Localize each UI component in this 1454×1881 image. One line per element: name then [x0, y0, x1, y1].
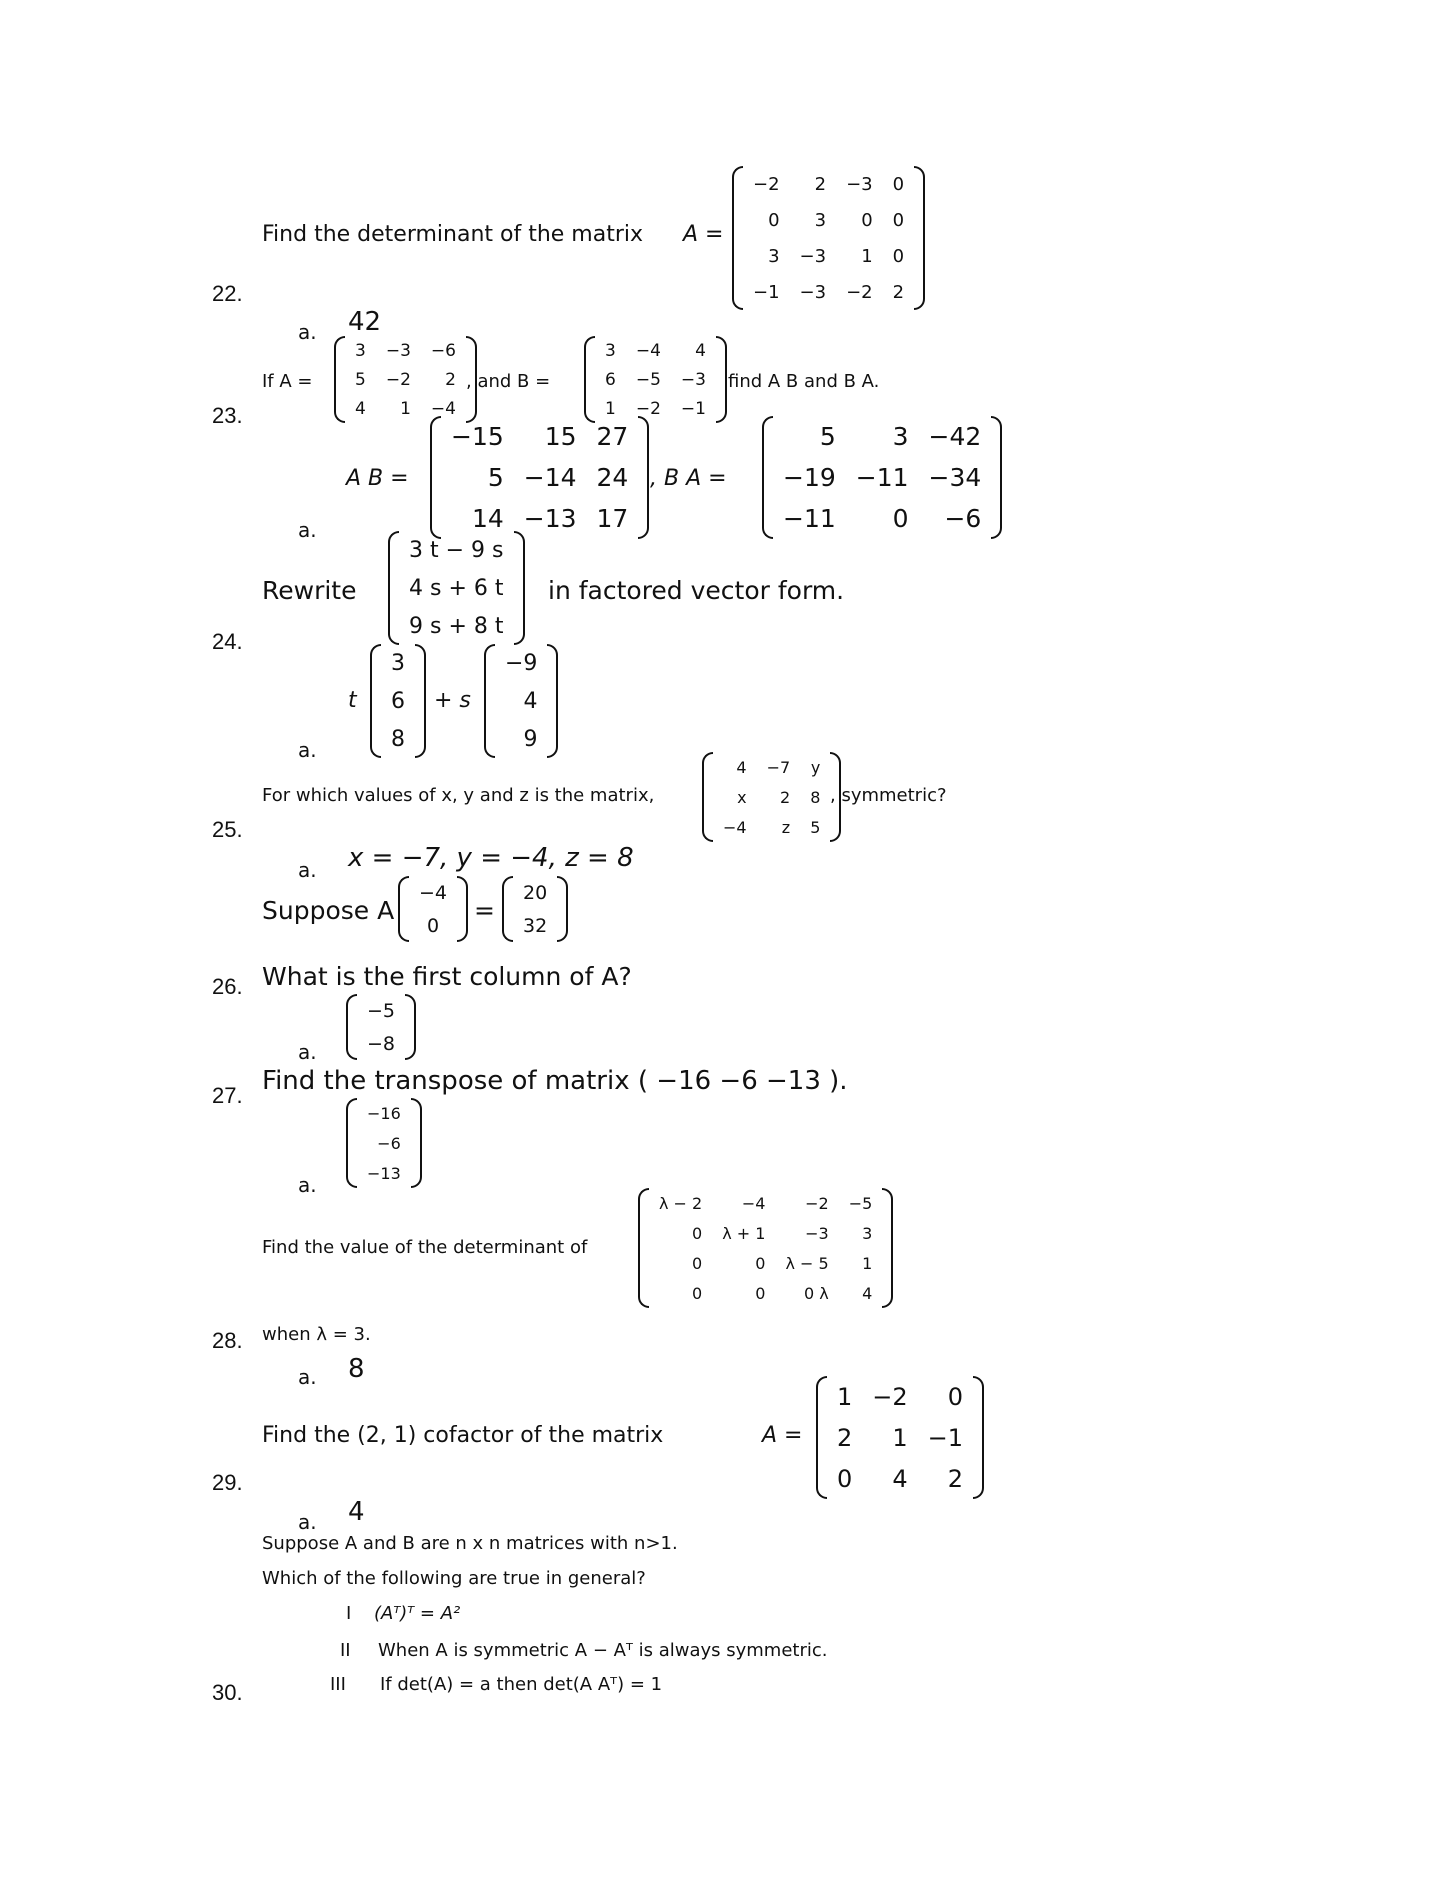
- matrix-cell: 2: [445, 369, 456, 390]
- q26-question: What is the first column of A?: [262, 962, 632, 991]
- q24-t-var: t: [348, 688, 357, 713]
- q24-tail: in factored vector form.: [548, 576, 845, 605]
- matrix-cell: 0: [692, 1253, 703, 1273]
- matrix-cell: 5: [355, 369, 366, 390]
- matrix-cell: −9: [505, 650, 538, 676]
- q28-when: when λ = 3.: [262, 1324, 371, 1345]
- q26-equals: =: [474, 896, 495, 925]
- matrix-cell: −4: [723, 817, 747, 837]
- matrix-cell: 6: [605, 369, 616, 390]
- matrix-cell: 3: [892, 422, 909, 451]
- matrix-cell: −6: [944, 504, 982, 533]
- q25-tail: , symmetric?: [830, 785, 947, 806]
- matrix-row: [495, 682, 547, 720]
- matrix-cell: −34: [928, 463, 982, 492]
- q24-t-vector: [370, 644, 426, 758]
- q23-ba-matrix: [762, 416, 1002, 539]
- matrix-cell: −1: [680, 398, 706, 419]
- matrix-cell: −7: [766, 757, 791, 777]
- matrix-row: [409, 876, 457, 909]
- matrix-cell: −4: [635, 340, 661, 361]
- q23-tail: find A B and B A.: [728, 371, 880, 392]
- matrix-cell: −8: [367, 1032, 396, 1055]
- q24-answer-label: a.: [298, 738, 317, 762]
- matrix-cell: −2: [846, 281, 873, 303]
- matrix-cell: −4: [741, 1193, 766, 1213]
- matrix-cell: −13: [367, 1163, 401, 1183]
- q22-answer: 42: [348, 307, 382, 337]
- matrix-cell: 32: [523, 914, 548, 937]
- q22-answer-label: a.: [298, 320, 317, 344]
- matrix-cell: 5: [819, 422, 836, 451]
- matrix-cell: x: [737, 787, 747, 807]
- matrix-cell: −4: [419, 881, 448, 904]
- matrix-cell: −14: [523, 463, 577, 492]
- matrix-cell: 8: [810, 787, 821, 807]
- matrix-cell: 5: [487, 463, 504, 492]
- matrix-cell: −15: [451, 422, 504, 451]
- matrix-row: [357, 994, 405, 1027]
- matrix-cell: 0: [692, 1283, 703, 1303]
- q23-ba-label: , B A =: [650, 466, 727, 491]
- matrix-cell: λ − 5: [785, 1253, 829, 1273]
- q23-if-a: If A =: [262, 371, 313, 392]
- matrix-cell: −11: [855, 463, 909, 492]
- matrix-cell: −4: [430, 398, 456, 419]
- q26-number: 26.: [212, 974, 243, 999]
- matrix-cell: 4: [523, 688, 538, 714]
- q23-number: 23.: [212, 403, 243, 428]
- q26-suppose: Suppose A: [262, 896, 395, 925]
- q24-rewrite: Rewrite: [262, 576, 357, 605]
- matrix-cell: −19: [783, 463, 836, 492]
- matrix-row: [649, 1188, 882, 1218]
- q25-answer: x = −7, y = −4, z = 8: [348, 843, 634, 873]
- matrix-row: [381, 644, 415, 682]
- matrix-cell: 4: [695, 340, 706, 361]
- matrix-cell: 0: [837, 1464, 853, 1493]
- matrix-cell: 2: [780, 787, 791, 807]
- q30-line2: Which of the following are true in general?: [262, 1568, 646, 1589]
- matrix-cell: −16: [367, 1103, 401, 1123]
- matrix-row: [345, 365, 466, 394]
- q26-vector-out: [502, 876, 568, 942]
- matrix-cell: 6: [391, 688, 405, 714]
- matrix-cell: 0: [755, 1253, 766, 1273]
- matrix-cell: 0 λ: [803, 1283, 829, 1303]
- matrix-row: [357, 1098, 411, 1128]
- q25-matrix: [702, 752, 841, 842]
- matrix-cell: 1: [605, 398, 616, 419]
- q28-number: 28.: [212, 1328, 243, 1353]
- matrix-row: [827, 1458, 973, 1499]
- matrix-cell: −2: [635, 398, 661, 419]
- q30-i-text: (Aᵀ)ᵀ = A²: [374, 1603, 461, 1624]
- q22-number: 22.: [212, 281, 243, 306]
- matrix-cell: 2: [814, 173, 827, 195]
- matrix-cell: λ − 2: [659, 1193, 703, 1213]
- matrix-cell: 3: [605, 340, 616, 361]
- matrix-cell: 3: [862, 1223, 873, 1243]
- matrix-row: [649, 1278, 882, 1308]
- matrix-row: [381, 682, 415, 720]
- matrix-row: [399, 569, 514, 607]
- matrix-cell: 4: [736, 757, 747, 777]
- matrix-cell: 0: [947, 1382, 964, 1411]
- q29-answer: 4: [348, 1497, 365, 1527]
- q23-ab-label: A B =: [346, 466, 409, 491]
- q27-answer: [346, 1098, 422, 1188]
- matrix-cell: 9: [523, 726, 538, 752]
- q28-answer: 8: [348, 1354, 365, 1384]
- matrix-row: [409, 909, 457, 942]
- matrix-row: [441, 457, 638, 498]
- matrix-cell: 4 s + 6 t: [409, 575, 504, 601]
- matrix-cell: 15: [544, 422, 577, 451]
- q25-prompt: For which values of x, y and z is the matrix,: [262, 785, 655, 806]
- matrix-cell: 5: [810, 817, 821, 837]
- matrix-row: [399, 607, 514, 645]
- matrix-cell: −2: [385, 369, 411, 390]
- matrix-cell: 1: [400, 398, 411, 419]
- matrix-row: [743, 202, 914, 238]
- matrix-cell: y: [810, 757, 821, 777]
- matrix-cell: 1: [892, 1423, 908, 1452]
- matrix-cell: 1: [861, 245, 873, 267]
- matrix-row: [345, 336, 466, 365]
- matrix-row: [827, 1376, 973, 1417]
- matrix-cell: −3: [799, 281, 827, 303]
- q22-matrix: [732, 166, 925, 310]
- q27-prompt: Find the transpose of matrix ( −16 −6 −13 ).: [262, 1066, 848, 1096]
- matrix-cell: 0: [892, 245, 905, 267]
- matrix-cell: −5: [367, 999, 396, 1022]
- matrix-cell: 2: [892, 281, 905, 303]
- matrix-row: [513, 909, 557, 942]
- matrix-row: [743, 274, 914, 310]
- matrix-cell: −13: [523, 504, 577, 533]
- matrix-cell: −11: [783, 504, 836, 533]
- q22-prompt: Find the determinant of the matrix: [262, 222, 644, 247]
- matrix-row: [649, 1218, 882, 1248]
- matrix-cell: −2: [872, 1382, 908, 1411]
- matrix-cell: −5: [848, 1193, 873, 1213]
- matrix-row: [827, 1417, 973, 1458]
- q25-answer-label: a.: [298, 858, 317, 882]
- matrix-cell: −3: [805, 1223, 829, 1243]
- matrix-row: [773, 416, 991, 457]
- matrix-row: [513, 876, 557, 909]
- matrix-cell: 3: [391, 650, 405, 676]
- q23-and-b: , and B =: [466, 371, 551, 392]
- q30-number: 30.: [212, 1680, 243, 1705]
- matrix-cell: 9 s + 8 t: [409, 613, 504, 639]
- q23-answer-label: a.: [298, 518, 317, 542]
- matrix-cell: 0: [768, 209, 780, 231]
- matrix-row: [773, 457, 991, 498]
- q23-matrix-a: [334, 336, 477, 423]
- matrix-cell: 24: [596, 463, 629, 492]
- q26-vector-in: [398, 876, 468, 942]
- matrix-cell: 0: [692, 1223, 703, 1243]
- matrix-cell: 20: [523, 881, 548, 904]
- matrix-row: [595, 336, 716, 365]
- matrix-cell: 0: [892, 209, 905, 231]
- q30-ii-label: II: [340, 1640, 351, 1661]
- matrix-cell: 0: [755, 1283, 766, 1303]
- matrix-row: [595, 365, 716, 394]
- matrix-cell: −3: [846, 173, 873, 195]
- matrix-cell: −6: [377, 1133, 401, 1153]
- matrix-row: [773, 498, 991, 539]
- matrix-cell: z: [781, 817, 791, 837]
- matrix-cell: 14: [471, 504, 504, 533]
- matrix-row: [743, 238, 914, 274]
- matrix-row: [743, 166, 914, 202]
- q24-number: 24.: [212, 629, 243, 654]
- matrix-row: [399, 531, 514, 569]
- matrix-cell: 0: [892, 504, 909, 533]
- q26-answer-label: a.: [298, 1040, 317, 1064]
- matrix-cell: 1: [862, 1253, 873, 1273]
- matrix-cell: −3: [799, 245, 827, 267]
- matrix-cell: 4: [892, 1464, 908, 1493]
- q28-prompt: Find the value of the determinant of: [262, 1237, 588, 1258]
- q28-matrix: [638, 1188, 893, 1308]
- matrix-cell: −2: [753, 173, 780, 195]
- q27-number: 27.: [212, 1083, 243, 1108]
- matrix-cell: −1: [927, 1423, 964, 1452]
- matrix-cell: 4: [355, 398, 366, 419]
- q29-answer-label: a.: [298, 1510, 317, 1534]
- q26-answer: [346, 994, 416, 1060]
- matrix-cell: −5: [635, 369, 661, 390]
- matrix-row: [381, 720, 415, 758]
- q30-iii-label: III: [330, 1674, 346, 1695]
- matrix-cell: 3: [768, 245, 780, 267]
- matrix-row: [713, 812, 830, 842]
- matrix-row: [649, 1248, 882, 1278]
- matrix-cell: 3: [814, 209, 827, 231]
- matrix-cell: −42: [928, 422, 982, 451]
- matrix-cell: 0: [892, 173, 905, 195]
- matrix-cell: −1: [753, 281, 780, 303]
- matrix-cell: 17: [596, 504, 629, 533]
- q30-line1: Suppose A and B are n x n matrices with n>1.: [262, 1533, 678, 1554]
- q27-answer-label: a.: [298, 1173, 317, 1197]
- q29-matrix: [816, 1376, 984, 1499]
- q28-answer-label: a.: [298, 1365, 317, 1389]
- q29-prompt: Find the (2, 1) cofactor of the matrix: [262, 1423, 664, 1448]
- matrix-row: [495, 644, 547, 682]
- q30-ii-text: When A is symmetric A − Aᵀ is always symmetric.: [378, 1640, 828, 1661]
- matrix-row: [495, 720, 547, 758]
- matrix-cell: 27: [596, 422, 629, 451]
- matrix-cell: 1: [837, 1382, 853, 1411]
- q23-ab-matrix: [430, 416, 649, 539]
- q22-matrix-name: A =: [683, 222, 724, 247]
- matrix-cell: 3 t − 9 s: [409, 537, 504, 563]
- matrix-cell: 0: [861, 209, 873, 231]
- q24-s-vector: [484, 644, 558, 758]
- matrix-row: [357, 1158, 411, 1188]
- matrix-row: [441, 416, 638, 457]
- matrix-cell: λ + 1: [722, 1223, 766, 1243]
- q29-matrix-name: A =: [762, 1423, 803, 1448]
- matrix-cell: −2: [805, 1193, 829, 1213]
- matrix-row: [713, 752, 830, 782]
- matrix-cell: 2: [947, 1464, 964, 1493]
- q25-number: 25.: [212, 817, 243, 842]
- matrix-cell: 3: [355, 340, 366, 361]
- q29-number: 29.: [212, 1470, 243, 1495]
- q23-matrix-b: [584, 336, 727, 423]
- matrix-row: [357, 1027, 405, 1060]
- q24-vector: [388, 531, 525, 645]
- matrix-cell: −3: [385, 340, 411, 361]
- q30-iii-text: If det(A) = a then det(A Aᵀ) = 1: [380, 1674, 663, 1695]
- matrix-cell: −6: [430, 340, 456, 361]
- q24-plus-s: + s: [434, 688, 471, 713]
- matrix-cell: −3: [680, 369, 706, 390]
- matrix-cell: 2: [837, 1423, 853, 1452]
- matrix-cell: 4: [862, 1283, 873, 1303]
- matrix-cell: 8: [391, 726, 405, 752]
- matrix-row: [357, 1128, 411, 1158]
- matrix-cell: 0: [426, 914, 440, 937]
- matrix-row: [713, 782, 830, 812]
- q30-i-label: I: [346, 1603, 352, 1624]
